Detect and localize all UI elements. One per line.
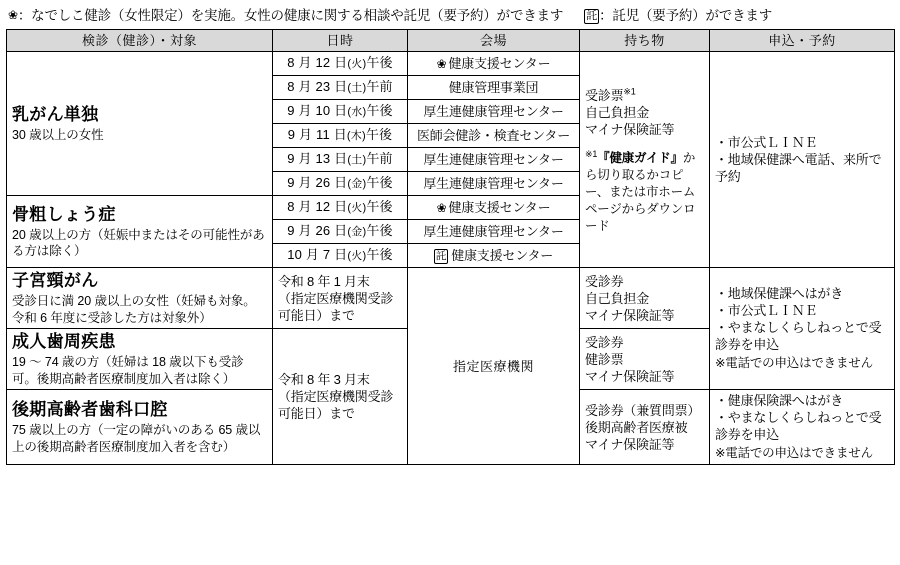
taku-icon: 託: [586, 10, 598, 22]
place-cell: 厚生連健康管理センター: [408, 148, 580, 172]
apply-cell-elderly-dental: [710, 390, 895, 465]
bring-line-3: マイナ保険証等: [585, 368, 675, 384]
table-row: [7, 268, 895, 329]
bring-line-2: 後期高齢者医療被: [585, 419, 688, 435]
table-header-row: [7, 30, 895, 52]
bring-line-3: マイナ保険証等: [585, 307, 675, 323]
place-label: 健康支援センター: [451, 247, 554, 263]
header-apply: 申込・予約: [710, 30, 895, 52]
apply-cell-group1: [710, 52, 895, 268]
period-note: （指定医療機関受診可能日）まで: [278, 290, 394, 323]
date-cell: 9 月 10 日(水)午後: [273, 100, 408, 124]
exam-title: 骨粗しょう症: [12, 204, 116, 224]
exam-title: 子宮頸がん: [12, 271, 99, 290]
legend: [6, 4, 894, 29]
period-note: （指定医療機関受診可能日）まで: [278, 389, 394, 421]
header-date: 日時: [273, 30, 408, 52]
apply-note: ※電話での申込はできません: [715, 356, 873, 370]
bring-line-1: 受診券: [585, 334, 624, 350]
exam-subtitle: 19 〜 74 歳の方（妊婦は 18 歳以下も受診可。後期高齢者医療制度加入者は除く）: [12, 355, 244, 386]
period-main: 令和 8 年 1 月末: [278, 273, 370, 289]
flower-icon: ❀: [8, 8, 18, 22]
date-cell: 8 月 12 日(火)午後: [273, 52, 408, 76]
exam-cell-cervical: [7, 268, 273, 329]
place-label: 健康支援センター: [448, 199, 551, 215]
apply-line-1: ・地域保健課へはがき: [715, 286, 844, 301]
exam-subtitle: 受診日に満 20 歳以上の女性（妊婦も対象。令和 6 年度に受診した方は対象外）: [12, 294, 256, 325]
exam-cell-elderly-dental: [7, 390, 273, 465]
bring-line-1: 受診券: [585, 273, 624, 289]
exam-subtitle: 20 歳以上の方（妊娠中またはその可能性がある方は除く）: [12, 227, 265, 258]
place-cell: 厚生連健康管理センター: [408, 172, 580, 196]
legend-flower-text: ：なでしこ健診（女性限定）を実施。女性の健康に関する相談や託児（要予約）ができます: [17, 8, 564, 23]
exam-title: 乳がん単独: [12, 104, 99, 124]
bring-line-2: 健診票: [585, 351, 624, 367]
date-cell: 9 月 13 日(土)午前: [273, 148, 408, 172]
period-cell-march: [273, 329, 408, 465]
period-cell-cervical: [273, 268, 408, 329]
bring-note: $^{※1}$『健康ガイド』から切り取るかコピー、または市ホームページからダウンロード: [585, 149, 696, 234]
apply-line-2: ・地域保健課へ電話、来所で予約: [715, 152, 882, 184]
place-cell: 厚生連健康管理センター: [408, 220, 580, 244]
legend-taku-text: ：託児（要予約）ができます: [599, 8, 773, 23]
bring-cell-group1: [580, 52, 710, 268]
header-bring: 持ち物: [580, 30, 710, 52]
date-cell: 8 月 12 日(火)午後: [273, 196, 408, 220]
bring-line-1: 受診券（兼質問票）: [585, 402, 701, 418]
apply-line-2: ・やまなしくらしねっとで受診券を申込: [715, 410, 882, 442]
flower-icon: ❀: [436, 56, 447, 71]
exam-subtitle: 30 歳以上の女性: [12, 127, 104, 142]
place-cell: [408, 196, 580, 220]
bring-line-3: マイナ保険証等: [585, 436, 675, 452]
place-cell: 厚生連健康管理センター: [408, 100, 580, 124]
place-cell: 医師会健診・検査センター: [408, 124, 580, 148]
date-cell: 8 月 23 日(土)午前: [273, 76, 408, 100]
bring-line-2: 自己負担金: [585, 290, 650, 306]
taku-icon: 託: [435, 249, 447, 262]
exam-subtitle: 75 歳以上の方（一定の障がいのある 65 歳以上の後期高齢者医療制度加入者を含む）: [12, 423, 261, 454]
header-place: 会場: [408, 30, 580, 52]
exam-title: 後期高齢者歯科口腔: [12, 400, 168, 419]
apply-line-3: ・やまなしくらしねっとで受診券を申込: [715, 320, 882, 352]
bring-cell-cervical: [580, 268, 710, 329]
apply-line-1: ・市公式ＬＩＮＥ: [715, 135, 818, 150]
place-label: 健康支援センター: [448, 55, 551, 71]
exam-cell-osteoporosis: [7, 196, 273, 268]
date-cell: 9 月 26 日(金)午後: [273, 220, 408, 244]
exam-title: 成人歯周疾患: [12, 332, 116, 351]
place-cell: [408, 244, 580, 268]
bring-line-2: 自己負担金: [585, 105, 650, 121]
place-cell-designated: 指定医療機関: [408, 268, 580, 465]
bring-line-1: [585, 84, 704, 104]
apply-line-2: ・市公式ＬＩＮＥ: [715, 303, 818, 318]
bring-cell-periodontal: [580, 329, 710, 390]
date-cell: 10 月 7 日(火)午後: [273, 244, 408, 268]
exam-cell-periodontal: [7, 329, 273, 390]
bring-cell-elderly-dental: [580, 390, 710, 465]
header-exam: 検診（健診）・対象: [7, 30, 273, 52]
place-cell: 健康管理事業団: [408, 76, 580, 100]
schedule-table: [6, 29, 895, 465]
period-main: 令和 8 年 3 月末: [278, 372, 370, 387]
bring-text-1: 受診票$^{※1}$: [585, 86, 636, 104]
date-cell: 9 月 11 日(木)午後: [273, 124, 408, 148]
date-cell: 9 月 26 日(金)午後: [273, 172, 408, 196]
table-row: [7, 52, 895, 76]
apply-note: ※電話での申込はできません: [715, 446, 873, 460]
exam-cell-breast: [7, 52, 273, 196]
bring-line-3: マイナ保険証等: [585, 122, 675, 138]
apply-cell-cervical: [710, 268, 895, 390]
apply-line-1: ・健康保険課へはがき: [715, 393, 844, 408]
flower-icon: ❀: [436, 200, 447, 215]
place-cell: [408, 52, 580, 76]
